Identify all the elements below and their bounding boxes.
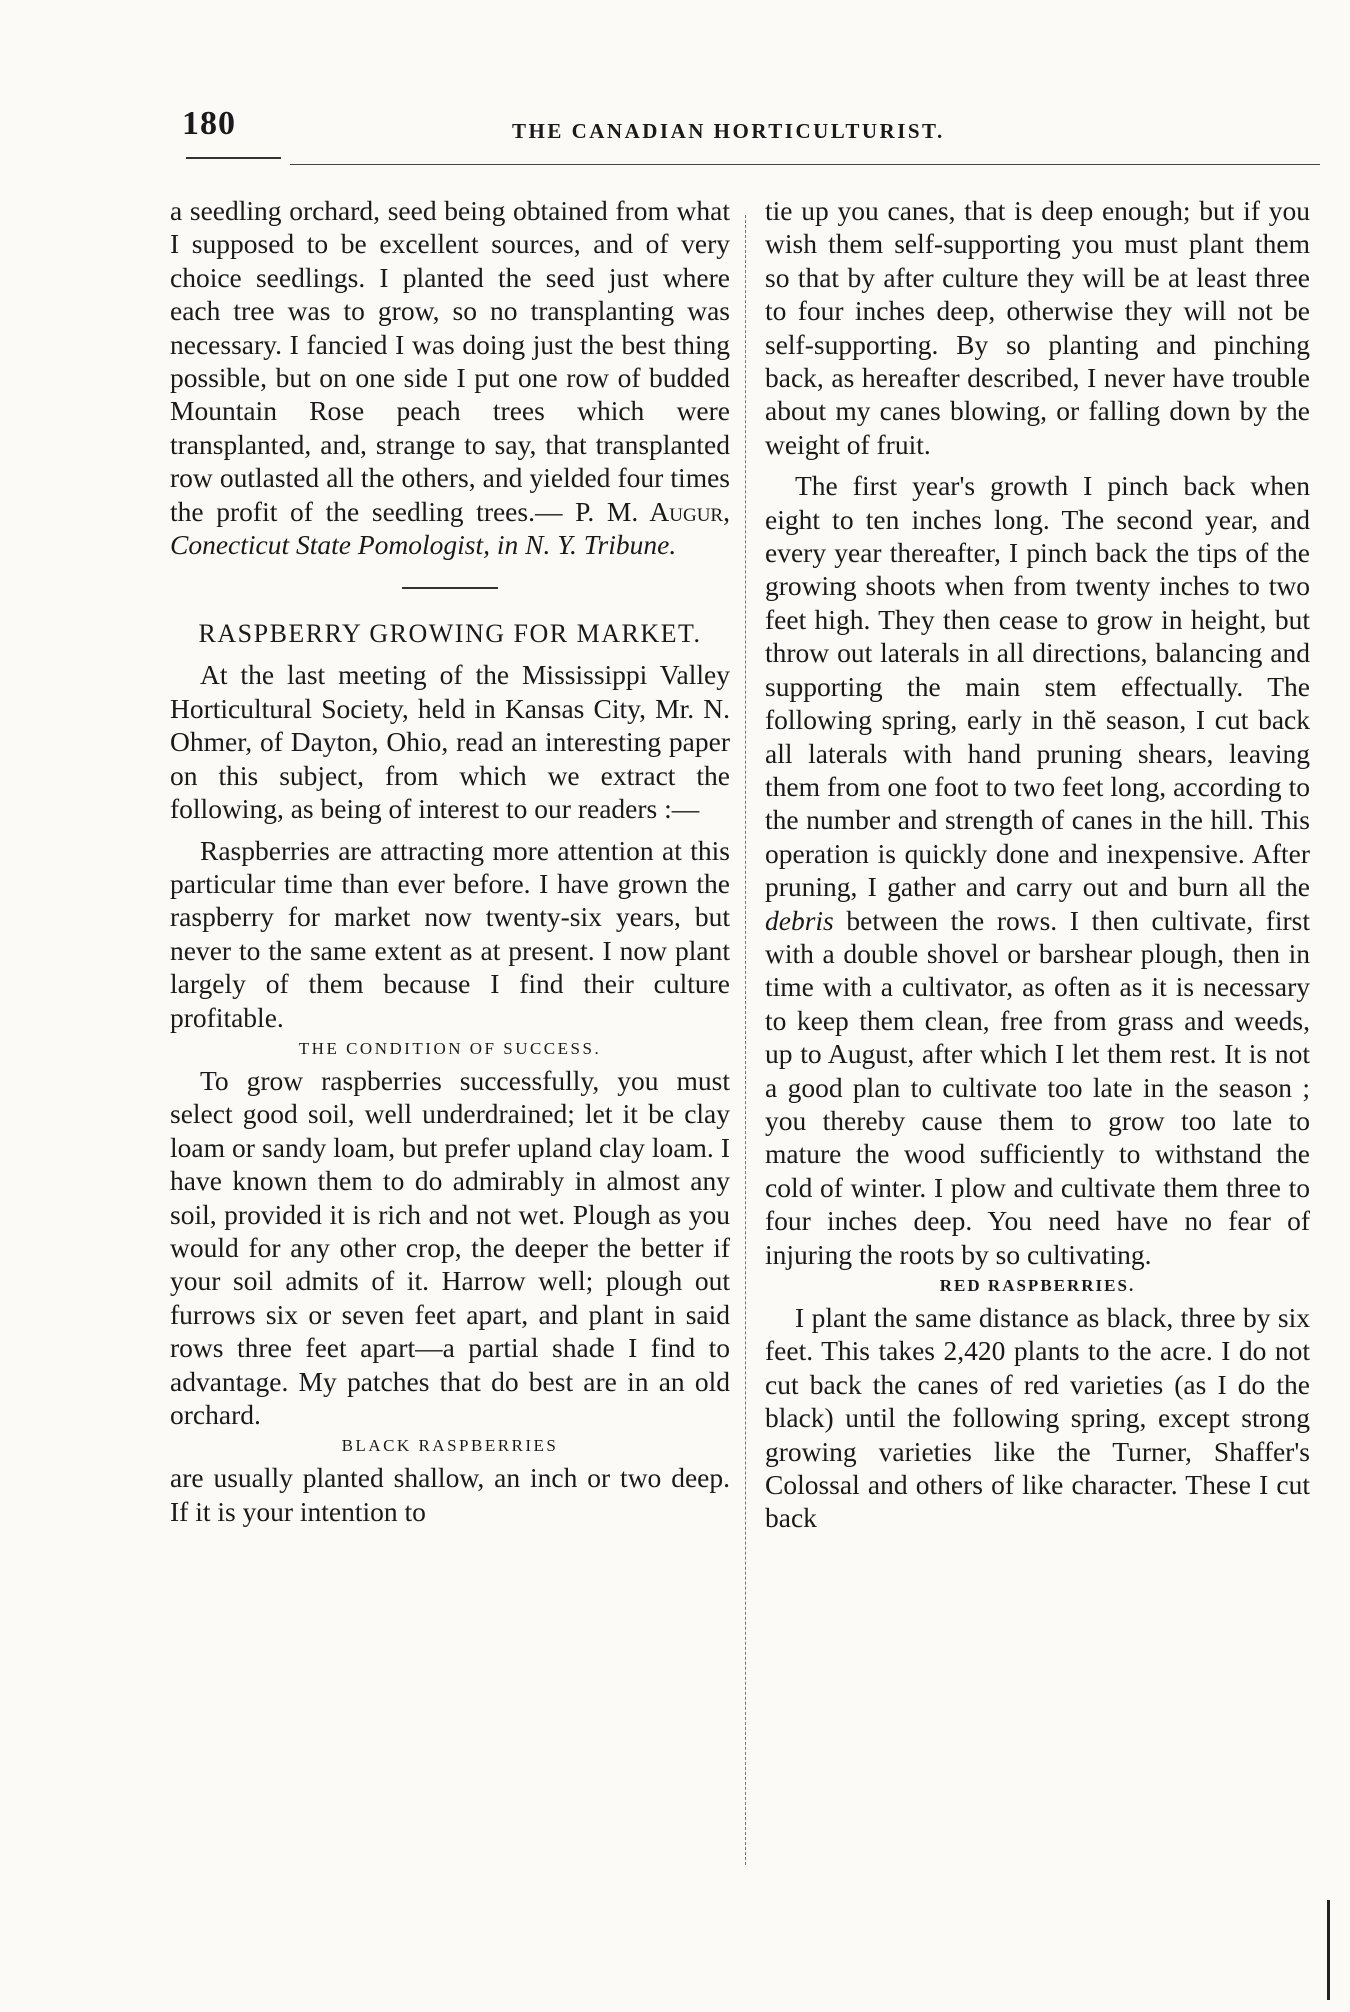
article-title: RASPBERRY GROWING FOR MARKET.: [198, 619, 702, 649]
header-rule-short: [186, 157, 281, 159]
header-rule-long: [290, 164, 1320, 165]
left-column: [170, 194, 730, 1528]
page-header: [182, 105, 1312, 145]
page-number: 180: [182, 105, 236, 142]
column-divider: [745, 215, 746, 1865]
signature-source: Conecticut State Pomologist, in N. Y. Tribune.: [170, 529, 677, 561]
paragraph-attention: Raspberries are attracting more attention at this particular time than ever before. I have grown the raspberry for market now twenty-six years, but never to the same extent as at present. I now plant largely of them because I find their culture profitable.: [170, 834, 730, 1033]
page-edge-mark: [1327, 1900, 1330, 2000]
subhead-red-raspberries: RED RASPBERRIES.: [939, 1276, 1136, 1295]
section-divider-rule: [402, 587, 498, 589]
signature-name: P. M. Augur,: [575, 495, 730, 527]
article-intro: At the last meeting of the Mississippi Valley Horticultural Society, held in Kansas City, Mr. N. Ohmer, of Dayton, Ohio, read an interesting paper on this subject, from which we extract the following, as being of interest to our readers :—: [170, 659, 730, 825]
running-title: THE CANADIAN HORTICULTURIST.: [512, 119, 945, 143]
paragraph-black-continued: tie up you canes, that is deep enough; but if you wish them self-supporting you must plant them so that by after culture they will be at least three to four inches deep, otherwise they will not be self-supporting. By so planting and pinching back, as hereafter described, I never have trouble about my canes blowing, or falling down by the weight of fruit.: [765, 195, 1310, 460]
right-column: [765, 194, 1310, 1535]
paragraph-condition: To grow raspberries successfully, you must select good soil, well underdrained; let it be clay loam or sandy loam, but prefer upland clay loam. I have known them to do admirably in almost any soil, provided it is rich and not wet. Plough as you would for any other crop, the deeper the better if your soil admits of it. Harrow well; plough out furrows six or seven feet apart, and plant in said rows three feet apart—a partial shade I find to advantage. My patches that do best are in an old orchard.: [170, 1064, 730, 1430]
paragraph-growth: The first year's growth I pinch back when eight to ten inches long. The second year, and every year thereafter, I pinch back the tips of the growing shoots when from twenty inches to two feet high. They then cease to grow in height, but throw out laterals in all directions, balancing and supporting the main stem effectually. The following spring, early in thĕ season, I cut back all laterals with hand pruning shears, leaving them from one foot to two feet long, according to the number and strength of canes in the hill. This operation is quickly done and inexpensive. After pruning, I gather and carry out and burn all the debris between the rows. I then cultivate, first with a double shovel or barshear plough, then in time with a cultivator, as often as it is necessary to keep them clean, free from grass and weeds, up to August, after which I let them rest. It is not a good plan to cultivate too late in the season ; you thereby cause them to grow too late to mature the wood sufficiently to withstand the cold of winter. I plow and cultivate them three to four inches deep. You need have no fear of injuring the roots by so cultivating.: [765, 470, 1310, 1270]
subhead-condition-of-success: THE CONDITION OF SUCCESS.: [298, 1038, 602, 1058]
subhead-black-raspberries: BLACK RASPBERRIES: [341, 1436, 559, 1456]
paragraph-red: I plant the same distance as black, three by six feet. This takes 2,420 plants to the acre. I do not cut back the canes of red varieties (as I do the black) until the following spring, except strong growing varieties like the Turner, Shaffer's Colossal and others of like character. These I cut back: [765, 1302, 1310, 1534]
intro-paragraph: a seedling orchard, seed being obtained from what I supposed to be excellent sources, and of very choice seedlings. I planted the seed just where each tree was to grow, so no transplanting was necessary. I fancied I was doing just the best thing possible, but on one side I put one row of budded Mountain Rose peach trees which were transplanted, and, strange to say, that transplanted row outlasted all the others, and yielded four times the profit of the seedling trees.— P. M. Augur, Conecticut State Pomologist, in N. Y. Tribune.: [170, 195, 730, 561]
italic-debris: debris: [765, 904, 834, 936]
paragraph-black-start: are usually planted shallow, an inch or two deep. If it is your intention to: [170, 1462, 730, 1527]
